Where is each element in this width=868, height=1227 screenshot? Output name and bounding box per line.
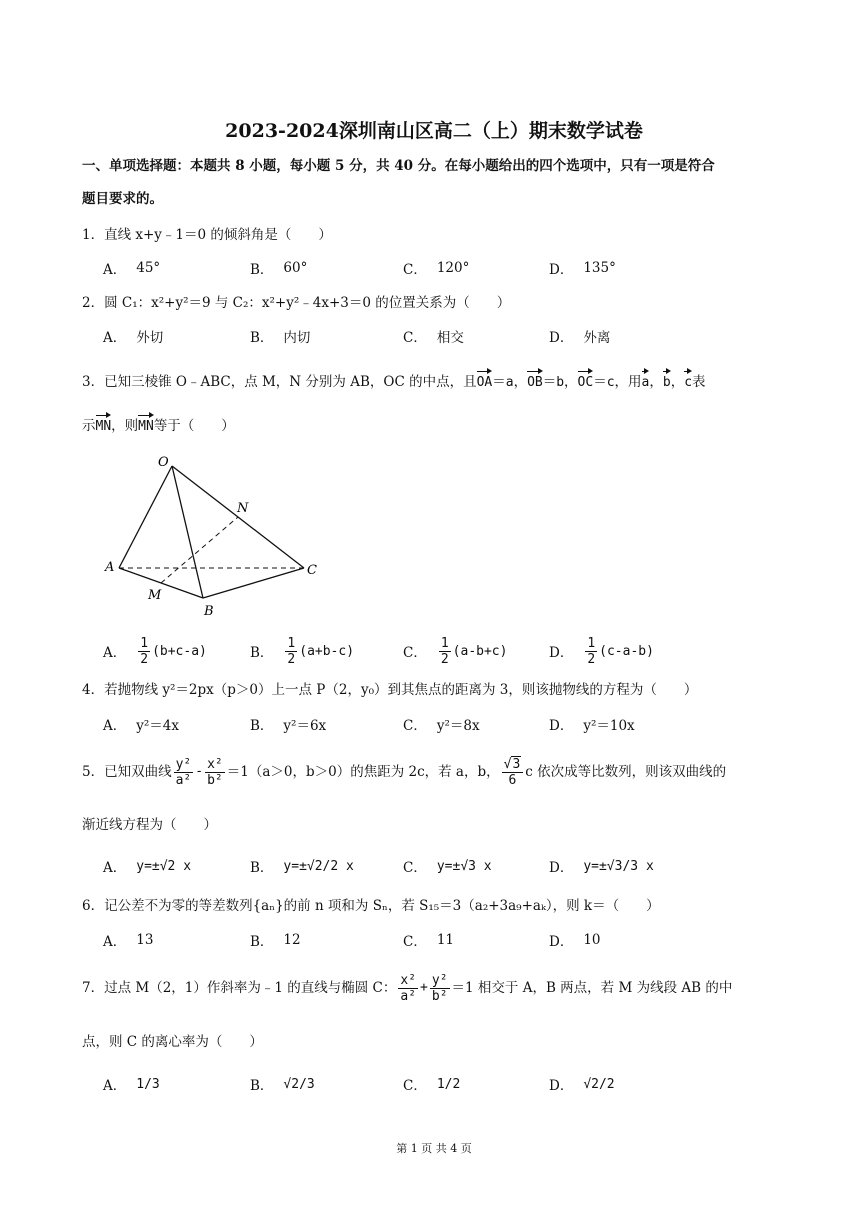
option-label: C． bbox=[403, 934, 427, 950]
option-a bbox=[103, 712, 179, 736]
fraction-y2-b2 bbox=[430, 973, 450, 1004]
option-a bbox=[103, 324, 163, 348]
option-text: √2/2 bbox=[583, 1076, 615, 1092]
numerator: y² bbox=[431, 972, 448, 988]
stem-text: 等于（ ） bbox=[153, 418, 235, 434]
question-5-stem bbox=[82, 752, 794, 792]
denominator: b² bbox=[207, 772, 223, 788]
stem-text: ＝1 相交于 A，B 两点，若 M 为线段 AB 的中 bbox=[451, 980, 733, 996]
option-label: A． bbox=[103, 718, 127, 734]
fraction-y2-a2 bbox=[174, 757, 194, 788]
option-label: B． bbox=[250, 645, 274, 661]
stem-text: 7．过点 M（2，1）作斜率为﹣1 的直线与椭圆 C： bbox=[82, 980, 397, 996]
minus-sign: - bbox=[195, 764, 204, 779]
option-text: y²＝6x bbox=[283, 718, 327, 734]
option-c bbox=[403, 1064, 460, 1104]
option-text: y²＝10x bbox=[583, 718, 635, 734]
denominator: 2 bbox=[287, 651, 296, 667]
option-label: C． bbox=[403, 1078, 427, 1094]
fraction-half bbox=[585, 636, 597, 667]
option-label: C． bbox=[403, 330, 427, 346]
edge-bc bbox=[203, 568, 304, 598]
section-heading-line1: 一、单项选择题：本题共 8 小题，每小题 5 分，共 40 分。在每小题给出的四个选项中，只有一项是符合 bbox=[82, 158, 715, 174]
numerator: y² bbox=[175, 756, 192, 772]
question-3-stem-line2 bbox=[82, 412, 794, 437]
option-label: A． bbox=[103, 330, 127, 346]
page-title: 2023-2024深圳南山区高二（上）期末数学试卷 bbox=[225, 120, 643, 142]
vector-c: c bbox=[684, 368, 692, 393]
denominator: a² bbox=[175, 772, 192, 788]
label-a: A bbox=[105, 560, 115, 575]
option-b bbox=[250, 848, 354, 884]
plus-sign: + bbox=[420, 980, 428, 995]
option-label: D． bbox=[549, 262, 574, 278]
edge-oa bbox=[119, 466, 172, 568]
fraction-half bbox=[285, 636, 297, 667]
fraction-x2-b2 bbox=[205, 757, 225, 788]
stem-text: 示 bbox=[82, 418, 96, 434]
stem-text: ＝1（a＞0，b＞0）的焦距为 2c，若 a，b， bbox=[226, 764, 500, 780]
option-text: 1/3 bbox=[136, 1076, 160, 1092]
label-c: C bbox=[307, 563, 317, 578]
option-text: y=±√2/2 x bbox=[283, 858, 354, 874]
question-6-stem: 6．记公差不为零的等差数列{aₙ}的前 n 项和为 Sₙ，若 S₁₅＝3（a₂+3a₉+aₖ），则 k＝（ ） bbox=[82, 898, 660, 914]
stem-text: 表 bbox=[692, 374, 706, 390]
option-label: A． bbox=[103, 645, 127, 661]
label-n: N bbox=[237, 501, 249, 516]
label-b: B bbox=[204, 604, 214, 619]
option-label: D． bbox=[549, 860, 574, 876]
option-d bbox=[549, 848, 654, 884]
numerator: x² bbox=[207, 756, 223, 772]
option-text: 10 bbox=[583, 932, 601, 948]
vector-b-symbol: b bbox=[556, 375, 565, 390]
denominator: b² bbox=[431, 988, 448, 1004]
option-label: A． bbox=[103, 1078, 127, 1094]
option-text: y²＝8x bbox=[436, 718, 480, 734]
stem-text: c 依次成等比数列，则该双曲线的 bbox=[525, 764, 727, 780]
option-b bbox=[250, 256, 307, 280]
option-a bbox=[103, 848, 191, 884]
option-label: C． bbox=[403, 645, 427, 661]
vector-oa: OA bbox=[477, 368, 493, 393]
option-label: B． bbox=[250, 860, 274, 876]
fraction-sqrt3-6 bbox=[502, 757, 524, 788]
option-text: (a+b-c) bbox=[299, 643, 355, 659]
option-label: C． bbox=[403, 860, 427, 876]
question-2-stem: 2．圆 C₁：x²+y²＝9 与 C₂：x²+y²﹣4x+3＝0 的位置关系为（ ） bbox=[82, 295, 511, 311]
option-d bbox=[549, 324, 610, 348]
option-text: 135° bbox=[583, 260, 616, 276]
option-label: B． bbox=[250, 330, 274, 346]
section-heading-line2: 题目要求的。 bbox=[82, 191, 163, 207]
option-label: B． bbox=[250, 262, 274, 278]
option-text: y=±√3 x bbox=[436, 858, 492, 874]
option-c bbox=[403, 636, 507, 666]
option-label: C． bbox=[403, 262, 427, 278]
option-text: 相交 bbox=[436, 330, 464, 346]
option-c bbox=[403, 324, 464, 348]
question-2-options bbox=[103, 324, 783, 348]
option-label: B． bbox=[250, 1078, 274, 1094]
option-b bbox=[250, 712, 326, 736]
vector-ob: OB bbox=[527, 368, 543, 393]
option-text: 11 bbox=[436, 932, 455, 948]
denominator: 2 bbox=[587, 651, 596, 667]
label-o: O bbox=[158, 455, 169, 470]
option-d bbox=[549, 712, 635, 736]
denominator: 2 bbox=[440, 651, 449, 667]
question-4-stem: 4．若抛物线 y²＝2px（p＞0）上一点 P（2，y₀）到其焦点的距离为 3，则该抛物线的方程为（ ） bbox=[82, 682, 698, 698]
option-label: B． bbox=[250, 718, 274, 734]
stem-text: 3．已知三棱锥 O﹣ABC，点 M，N 分别为 AB，OC 的中点，且 bbox=[82, 374, 477, 390]
option-b bbox=[250, 324, 310, 348]
option-text: 内切 bbox=[283, 330, 311, 346]
stem-text: ，则 bbox=[111, 418, 139, 434]
option-a bbox=[103, 1064, 160, 1104]
option-text: 1/2 bbox=[436, 1076, 461, 1092]
option-text: 60° bbox=[283, 260, 308, 276]
denominator: a² bbox=[400, 988, 417, 1004]
fraction-x2-a2 bbox=[398, 973, 418, 1004]
numerator: 1 bbox=[587, 635, 596, 651]
vector-a: a bbox=[642, 368, 650, 393]
numerator: √3 bbox=[502, 757, 524, 773]
vector-mn: MN bbox=[138, 412, 154, 437]
numerator: 1 bbox=[440, 635, 449, 651]
question-5-options bbox=[103, 848, 783, 884]
option-c bbox=[403, 928, 454, 952]
question-5-stem-line2: 渐近线方程为（ ） bbox=[82, 817, 217, 833]
stem-text: 用 bbox=[628, 374, 642, 390]
numerator: 1 bbox=[287, 635, 296, 651]
vector-b: b bbox=[663, 368, 671, 393]
fraction-half bbox=[439, 636, 451, 667]
tetrahedron-diagram bbox=[100, 452, 330, 622]
option-b bbox=[250, 636, 354, 666]
option-label: B． bbox=[250, 934, 274, 950]
option-text: 120° bbox=[436, 260, 470, 276]
option-c bbox=[403, 848, 492, 884]
option-a bbox=[103, 928, 153, 952]
question-1-stem: 1．直线 x+y﹣1＝0 的倾斜角是（ ） bbox=[82, 227, 332, 243]
vector-c-symbol: c bbox=[606, 375, 615, 390]
option-b bbox=[250, 1064, 315, 1104]
stem-text: 5．已知双曲线 bbox=[82, 764, 172, 780]
segment-mn bbox=[161, 517, 238, 583]
option-d bbox=[549, 636, 654, 666]
question-7-options bbox=[103, 1064, 783, 1104]
label-m: M bbox=[148, 588, 162, 603]
option-label: D． bbox=[549, 718, 574, 734]
vector-oc: OC bbox=[578, 368, 594, 393]
question-7-stem bbox=[82, 968, 794, 1008]
option-c bbox=[403, 712, 480, 736]
denominator: 2 bbox=[140, 651, 149, 667]
option-label: D． bbox=[549, 330, 574, 346]
option-text: (b+c-a) bbox=[152, 643, 207, 659]
option-d bbox=[549, 928, 601, 952]
question-1-options bbox=[103, 256, 783, 280]
question-6-options bbox=[103, 928, 783, 952]
option-label: D． bbox=[549, 645, 574, 661]
option-label: C． bbox=[403, 718, 427, 734]
fraction-half bbox=[138, 636, 150, 667]
question-3-options bbox=[103, 636, 783, 666]
option-text: √2/3 bbox=[283, 1076, 315, 1092]
numerator: 1 bbox=[140, 635, 149, 651]
option-text: y²＝4x bbox=[136, 718, 179, 734]
option-label: A． bbox=[103, 934, 127, 950]
question-4-options bbox=[103, 712, 783, 736]
vector-mn: MN bbox=[96, 412, 112, 437]
denominator: 6 bbox=[508, 772, 517, 788]
option-c bbox=[403, 256, 469, 280]
option-text: (c-a-b) bbox=[599, 643, 654, 659]
question-3-stem: 3．已知三棱锥 O﹣ABC，点 M，N 分别为 AB，OC 的中点，且OA＝a，OB＝b，OC＝c，用a，b，c表 bbox=[82, 368, 794, 393]
vector-a-symbol: a bbox=[505, 375, 514, 390]
option-text: 外切 bbox=[136, 330, 164, 346]
option-b bbox=[250, 928, 301, 952]
page-footer: 第 1 页 共 4 页 bbox=[396, 1142, 472, 1155]
option-d bbox=[549, 256, 616, 280]
question-7-stem-line2: 点，则 C 的离心率为（ ） bbox=[82, 1034, 263, 1050]
option-label: D． bbox=[549, 934, 574, 950]
option-text: y=±√2 x bbox=[136, 858, 192, 874]
option-d bbox=[549, 1064, 615, 1104]
numerator: x² bbox=[400, 972, 417, 988]
option-label: D． bbox=[549, 1078, 574, 1094]
option-text: (a-b+c) bbox=[452, 643, 508, 659]
option-a bbox=[103, 256, 160, 280]
option-text: y=±√3/3 x bbox=[583, 858, 654, 874]
option-text: 13 bbox=[136, 932, 154, 948]
option-label: A． bbox=[103, 860, 127, 876]
option-label: A． bbox=[103, 262, 127, 278]
option-text: 45° bbox=[136, 260, 161, 276]
option-text: 12 bbox=[283, 932, 301, 948]
option-a bbox=[103, 636, 207, 666]
option-text: 外离 bbox=[583, 330, 611, 346]
